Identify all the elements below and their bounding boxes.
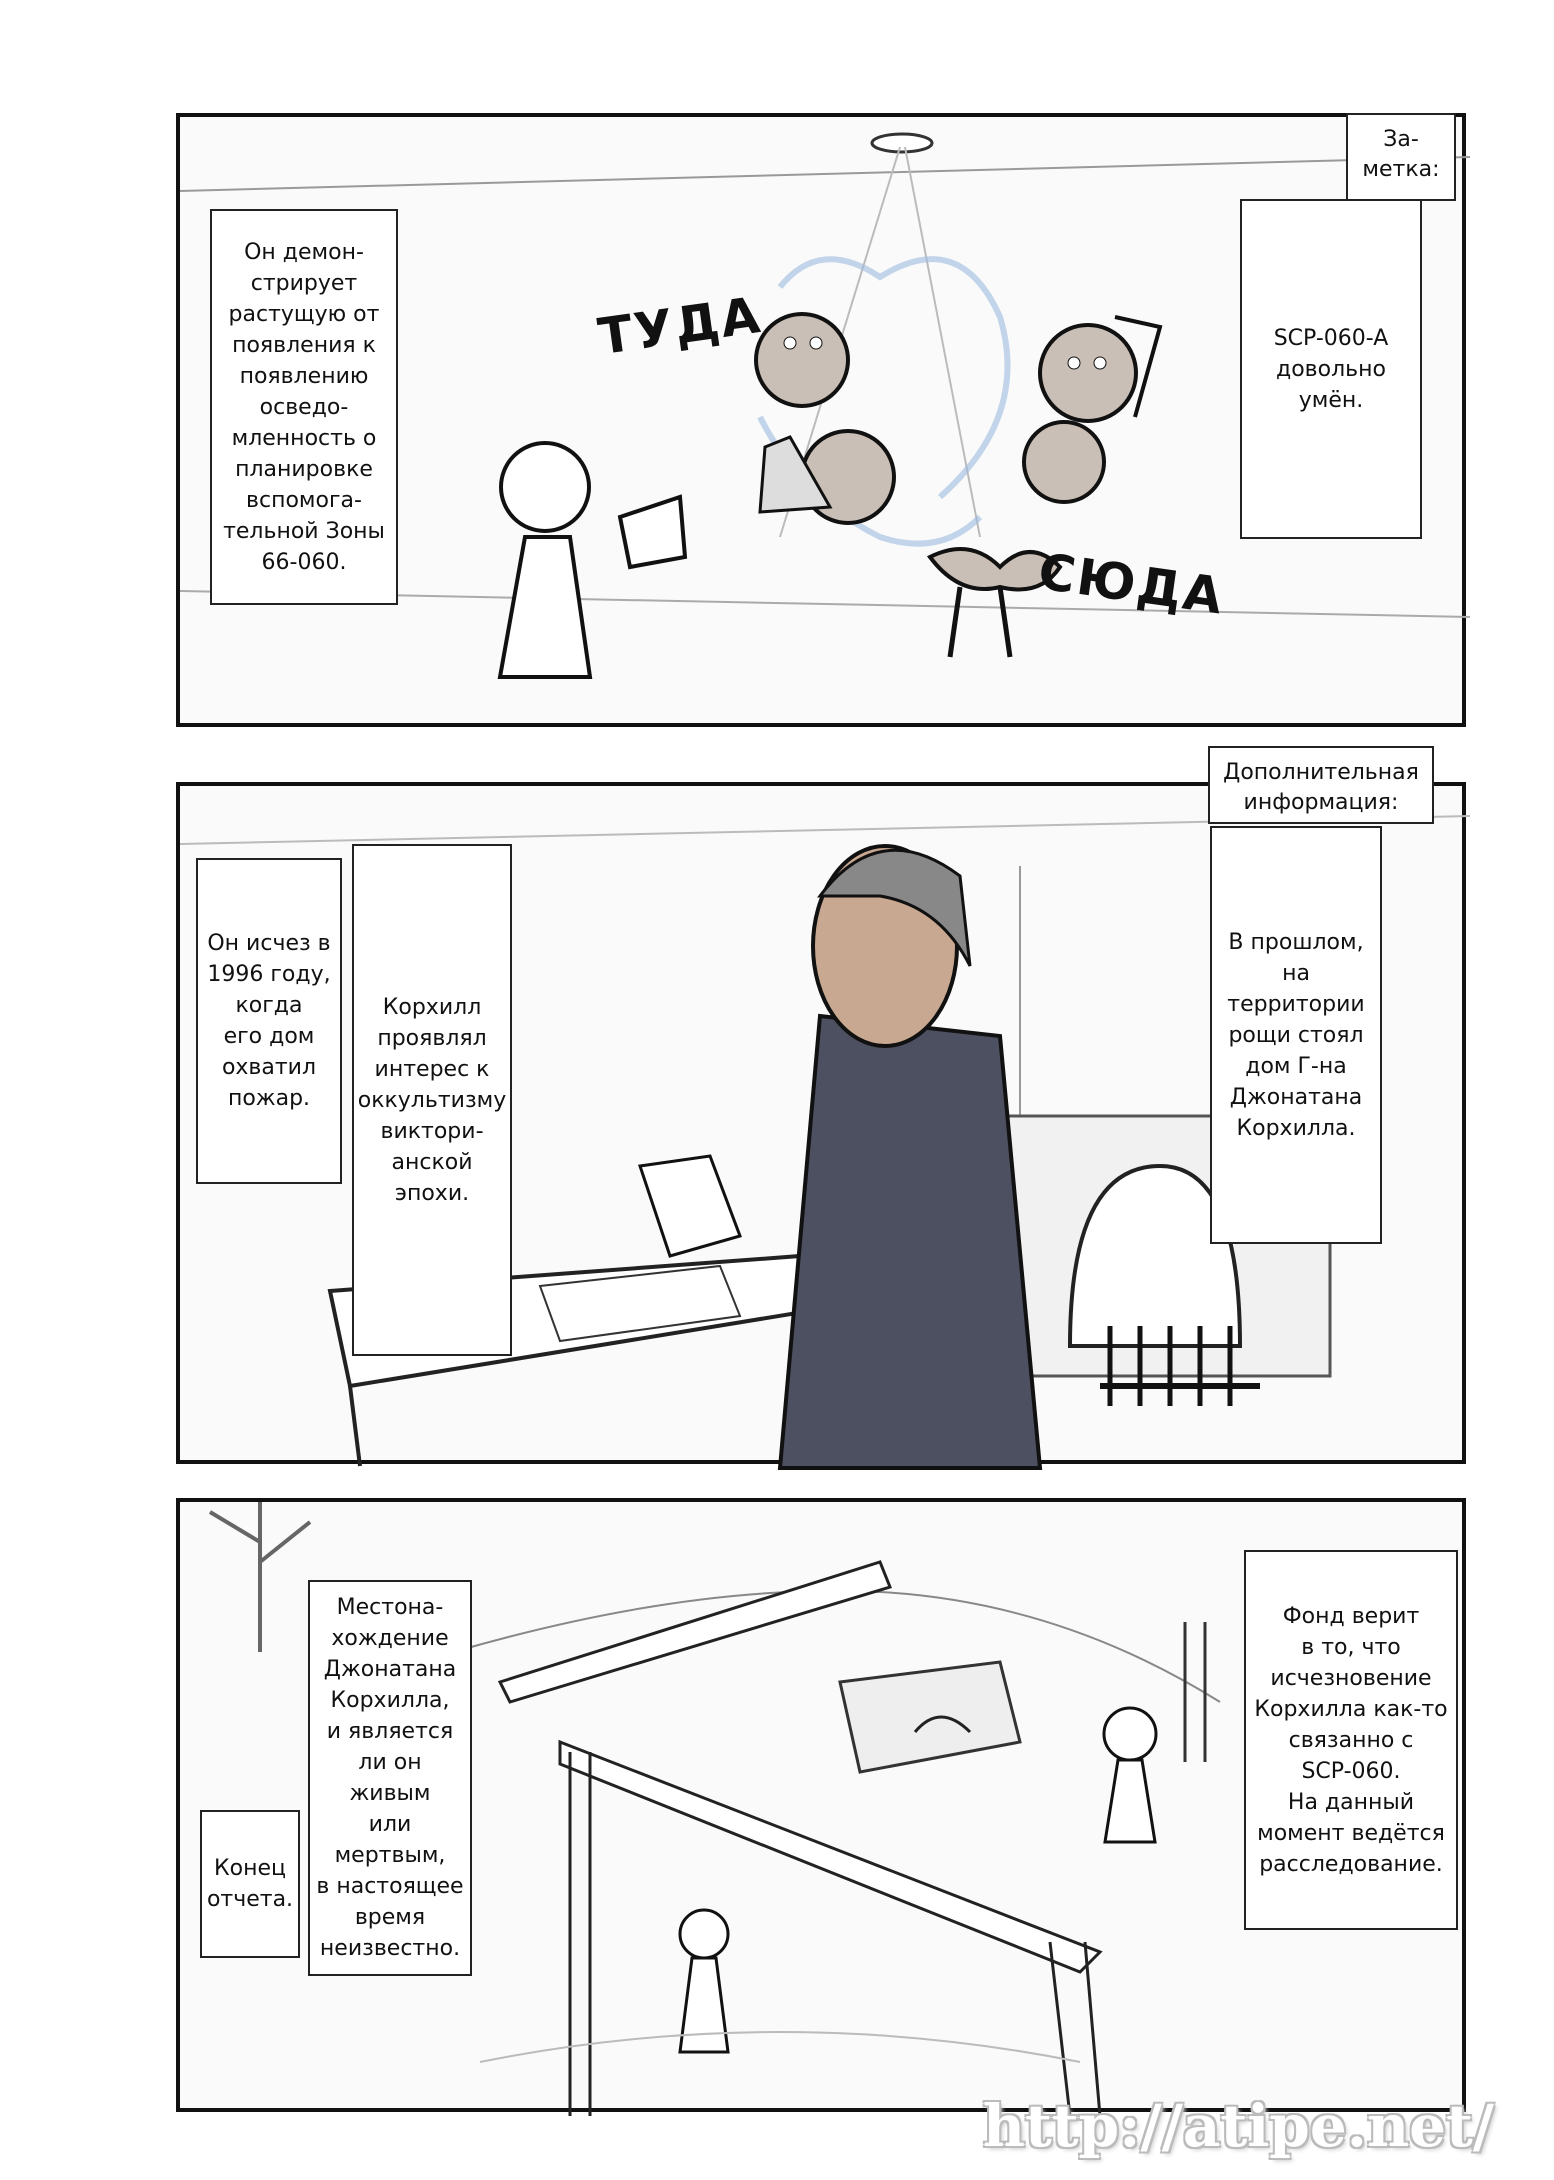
additional-info-label: Дополнительная информация: bbox=[1208, 746, 1434, 824]
sfx-there: ТУДА bbox=[594, 285, 766, 367]
panel-3 bbox=[176, 1498, 1466, 2112]
caption-scp-060-a-clever: SCP-060-A довольно умён. bbox=[1240, 199, 1422, 539]
panel-2 bbox=[176, 760, 1466, 1464]
caption-end-of-report: Конец отчета. bbox=[200, 1810, 300, 1958]
caption-disappeared-1996: Он исчез в 1996 году, когда его дом охватил пожар. bbox=[196, 858, 342, 1184]
caption-corkhill-house: В прошлом, на территории рощи стоял дом Г-на Джонатана Корхилла. bbox=[1210, 826, 1382, 1244]
caption-awareness: Он демон- стрирует растущую от появления к появлению осведо- мленность о планировке вспомога- тельной Зоны 66-060. bbox=[210, 209, 398, 605]
panel-1 bbox=[176, 113, 1466, 727]
caption-whereabouts-unknown: Местона- хождение Джонатана Корхилла, и является ли он живым или мертвым, в настоящее время неизвестно. bbox=[308, 1580, 472, 1976]
watermark: http://atipe.net/ bbox=[982, 2092, 1494, 2160]
sfx-here: СЮДА bbox=[1034, 542, 1228, 626]
caption-foundation-believes: Фонд верит в то, что исчезновение Корхилла как-то связанно с SCP-060. На данный момент ведётся расследование. bbox=[1244, 1550, 1458, 1930]
caption-occultism-interest: Корхилл проявлял интерес к оккультизму виктори- анской эпохи. bbox=[352, 844, 512, 1356]
note-label: За- метка: bbox=[1346, 113, 1456, 201]
